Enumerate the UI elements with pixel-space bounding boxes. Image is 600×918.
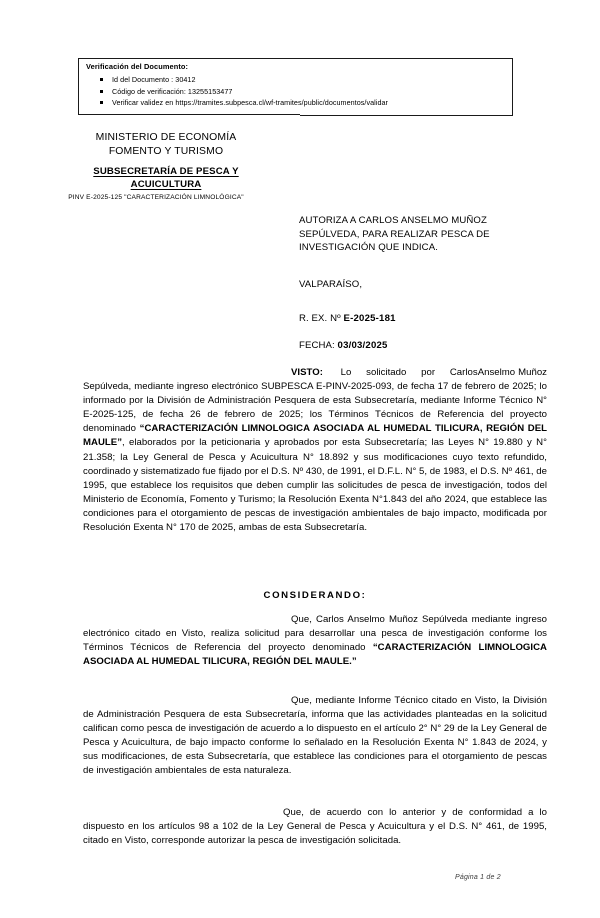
bullet-icon: [100, 101, 103, 104]
visto-label: VISTO:: [291, 367, 323, 378]
cons1-lead-text: Que, Carlos Anselmo Muñoz Sepúlveda: [291, 614, 468, 625]
resolution-date-value: 03/03/2025: [337, 340, 388, 351]
resolution-number: [299, 313, 396, 324]
cons3-lead-text: Que, de acuerdo con lo anterior y de: [283, 807, 463, 818]
subsecretaria-line-2: ACUICULTURA: [130, 178, 202, 190]
cons1-body-text: mediante ingreso electrónico citado en Visto, realiza solicitud para desarrollar una pesca de investigación conforme los Términos Técnicos de Referencia del proyecto denominado: [83, 614, 548, 654]
resolution-place: VALPARAÍSO,: [299, 279, 363, 290]
cons1-project-name: “CARACTERIZACIÓN LIMNOLOGICA ASOCIADA AL HUMEDAL TILICURA, REGIÓN DEL MAULE.”: [83, 642, 547, 668]
visto-body-text-cont: , elaborados por la peticionaria y aprobados por esta Subsecretaría; las Leyes N° 19.880 y N° 21.358; la Ley General de Pesca y Acuicultura N° 18.892 y sus modificaciones cuyo texto refundido, coordinado y sistematizado fue fijado por el D.S. Nº 430, de 1991, el D.F.L. N° 5, de 1983, el D.S. Nº 461, de 1995, que establece los requisitos que deben cumplir las solicitudes de pesca de investigación, todos del Ministerio de Economía, Fomento y Turismo; la Resolución Exenta N°1.843 del año 2024, que establece las condiciones para el otorgamiento de pescas de investigación ambientales de bajo impacto, modificada por Resolución Exenta N° 170 de 2025, ambas de esta Subsecretaría.: [83, 437, 547, 534]
ministry-heading: [46, 131, 286, 158]
resolution-number-label: R. EX. Nº: [299, 313, 344, 324]
cons2-body-text: en Visto, la División de Administración Pesquera de esta Subsecretaría, informa que las actividades planteadas en la solicitud califican como pesca de investigación de acuerdo a lo dispuesto en el artículo 2° N° 29 de la Ley General de Pesca y Acuicultura, de bajo impacto conforme lo señalado en la Resolución Exenta N° 1.843 de 2024, y sus modificaciones, de esta Subsecretaría, que establece las condiciones para el otorgamiento de pescas de investigación ambientales de esta naturaleza.: [83, 695, 547, 777]
visto-body-text: Anselmo Muñoz Sepúlveda, mediante ingreso electrónico SUBPESCA E-PINV-2025-093, de fecha 17 de febrero de 2025; lo informado por la División de Administración Pesquera de esta Subsecretaría, mediante Informe Técnico N° E-2025-125, de fecha 26 de febrero de 2025; los Términos Técnicos de Referencia del proyecto denominado: [83, 367, 548, 435]
verification-item-url: [86, 97, 388, 109]
cons3-body-text: conformidad a lo dispuesto en los artículos 98 a 102 de la Ley General de Pesca y Acuicultura y el D.S. N° 461, de 1995, citado en Visto, corresponde autorizar la pesca de investigación solicitada.: [83, 807, 548, 847]
verification-box-bottom-notch: [78, 114, 300, 118]
considerando-heading: CONSIDERANDO:: [263, 590, 367, 601]
ministry-line-2: FOMENTO Y TURISMO: [108, 145, 224, 157]
resolution-date: [299, 340, 388, 351]
project-reference: PINV E-2025-125 "CARACTERIZACIÓN LIMNOLÓGICA": [68, 194, 244, 201]
resolution-date-label: FECHA:: [299, 340, 338, 351]
subsecretaria-heading: [46, 166, 286, 191]
page-number: Página 1 de 2: [455, 874, 501, 881]
resolution-number-value: E-2025-181: [343, 313, 396, 324]
verification-title: Verificación del Documento:: [86, 62, 189, 71]
subsecretaria-line-1: SUBSECRETARÍA DE PESCA Y: [93, 166, 239, 177]
considerando-paragraph-2: [83, 694, 547, 779]
verification-item-document-id: [86, 74, 388, 86]
bullet-icon: [100, 78, 103, 81]
ministry-line-1: MINISTERIO DE ECONOMÍA: [95, 132, 237, 143]
verification-list: [86, 74, 388, 109]
visto-project-name: “CARACTERIZACIÓN LIMNOLOGICA ASOCIADA AL HUMEDAL TILICURA, REGIÓN DEL MAULE”: [83, 423, 547, 449]
verification-item-label: Id del Documento : 30412: [112, 75, 196, 84]
resolution-subject: AUTORIZA A CARLOS ANSELMO MUÑOZ SEPÚLVEDA, PARA REALIZAR PESCA DE INVESTIGACIÓN QUE INDICA.: [299, 215, 490, 254]
considerando-paragraph-1: [83, 613, 547, 669]
considerando-paragraph-3: [83, 806, 547, 848]
visto-paragraph: [83, 366, 547, 535]
verification-item-label: Código de verificación: 13255153477: [112, 86, 233, 96]
visto-lead-text: Lo solicitado por Carlos: [322, 367, 478, 378]
cons2-lead-text: Que, mediante Informe Técnico citado: [291, 695, 458, 706]
bullet-icon: [100, 90, 103, 93]
verification-item-code: [86, 86, 388, 98]
verification-item-label: Verificar validez en https://tramites.subpesca.cl/wf-tramites/public/documentos/validar: [112, 98, 388, 108]
verification-box: [78, 58, 513, 116]
